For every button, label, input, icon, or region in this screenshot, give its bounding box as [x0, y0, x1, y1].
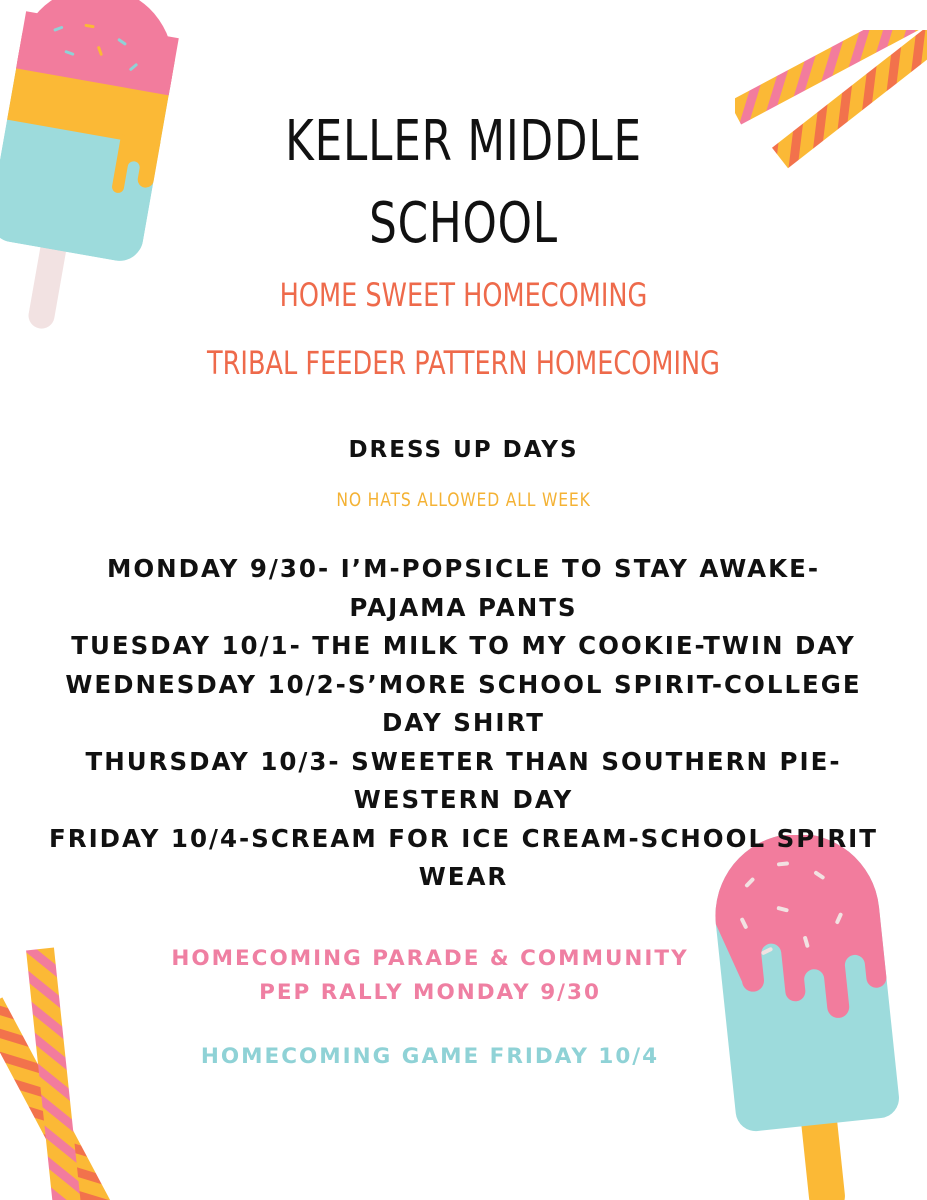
day-line: DAY SHIRT [382, 708, 545, 737]
day-line: WEDNESDAY 10/2-S’MORE SCHOOL SPIRIT-COLLEGE [65, 669, 862, 699]
subtitle-tribal-feeder-pattern: TRIBAL FEEDER PATTERN HOMECOMING [206, 344, 721, 382]
parade-line2: PEP RALLY MONDAY 9/30 [259, 980, 601, 1005]
day-line: WEAR [418, 862, 509, 891]
parade-line1: HOMECOMING PARADE & COMMUNITY [171, 946, 689, 971]
day-line: PAJAMA PANTS [349, 592, 578, 622]
day-line: MONDAY 9/30- I’M-POPSICLE TO STAY AWAKE- [106, 554, 821, 583]
dress-up-days-list [10, 550, 917, 897]
page-title-line1: KELLER MIDDLE [285, 109, 642, 174]
no-hats-note: NO HATS ALLOWED ALL WEEK [336, 489, 591, 511]
day-line: THURSDAY 10/3- SWEETER THAN SOUTHERN PIE- [85, 746, 842, 776]
game-announcement: HOMECOMING GAME FRIDAY 10/4 [200, 1044, 660, 1069]
day-line: WESTERN DAY [353, 785, 574, 814]
day-line: FRIDAY 10/4-SCREAM FOR ICE CREAM-SCHOOL SPIRIT [48, 823, 879, 853]
day-line: TUESDAY 10/1- THE MILK TO MY COOKIE-TWIN DAY [71, 631, 856, 660]
parade-announcement [110, 942, 750, 1010]
subtitle-home-sweet-homecoming: HOME SWEET HOMECOMING [279, 276, 648, 314]
page-title-line2: SCHOOL [369, 191, 558, 256]
section-heading: DRESS UP DAYS [348, 437, 579, 463]
